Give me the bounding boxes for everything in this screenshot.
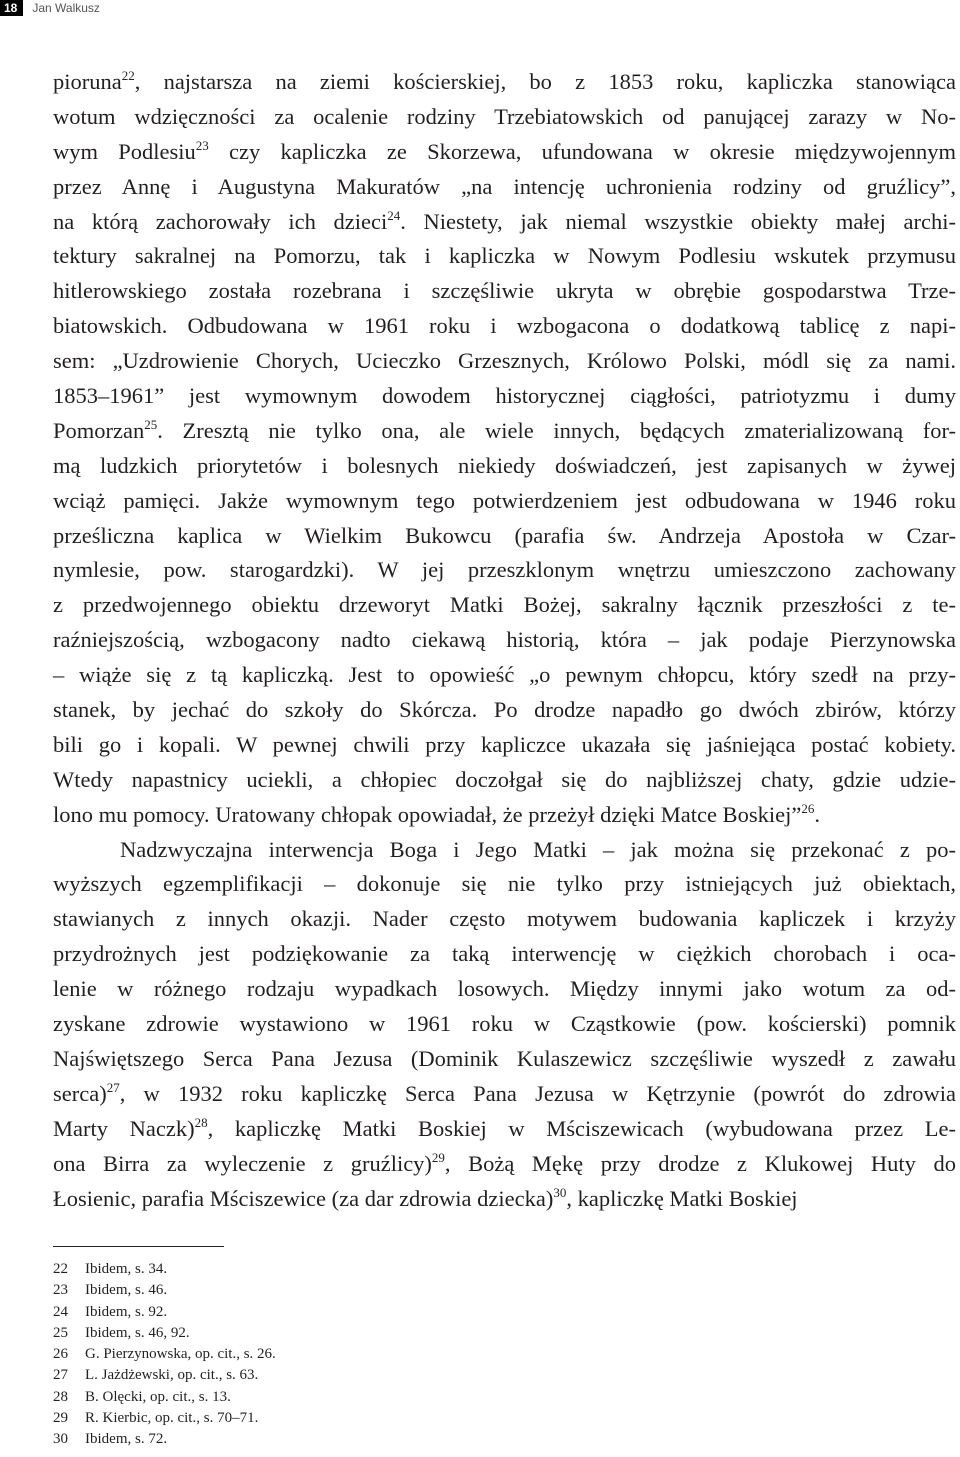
text-line	[53, 658, 956, 693]
text-line	[53, 588, 956, 623]
text-run: , kapliczkę Matki Boskiej	[566, 1185, 798, 1211]
footnote-marker[interactable]: 22	[121, 68, 135, 83]
text-line	[53, 205, 956, 240]
text-run: hitlerowskiego została rozebrana i szczęśliwie ukryta w obrębie gospodarstwa Trze-	[53, 278, 956, 304]
footnote-marker[interactable]: 23	[195, 137, 209, 153]
footnote-number: 22	[53, 1261, 68, 1277]
text-line	[53, 1007, 956, 1042]
text-line	[53, 449, 956, 484]
running-header	[0, 0, 100, 16]
text-run: czy kapliczka ze Skorzewa, ufundowana w okresie międzywojennym	[208, 138, 956, 164]
text-line	[53, 344, 956, 379]
text-line	[53, 1182, 956, 1217]
footnote-item	[53, 1387, 276, 1408]
text-line	[53, 135, 956, 170]
text-run: Łosienic, parafia Mściszewice (za dar zdrowia dziecka)	[53, 1185, 554, 1211]
text-run: Pomorzan	[53, 417, 145, 443]
text-line	[53, 693, 956, 728]
body-text	[53, 65, 956, 1216]
page-number: 18	[0, 0, 23, 16]
text-line	[53, 274, 956, 309]
text-line	[53, 484, 956, 519]
text-run: . Niestety, jak niemal wszystkie obiekty małej archi-	[400, 208, 957, 234]
footnote-number: 25	[53, 1324, 68, 1341]
footnote-number: 23	[53, 1282, 68, 1299]
text-line	[53, 1112, 956, 1147]
footnote-number: 30	[53, 1431, 68, 1448]
text-run: sem: „Uzdrowienie Chorych, Ucieczko Grzesznych, Królowo Polski, módl się za nami.	[53, 348, 956, 374]
text-run: ona Birra za wyleczenie z gruźlicy)	[53, 1150, 432, 1176]
footnote-text: Ibidem, s. 92.	[85, 1303, 168, 1320]
footnote-number: 26	[53, 1346, 68, 1363]
footnote-number: 24	[53, 1303, 68, 1320]
text-run: tektury sakralnej na Pomorzu, tak i kapliczka w Nowym Podlesiu wskutek przymusu	[53, 243, 956, 269]
text-line	[53, 798, 956, 833]
footnote-text: Ibidem, s. 34.	[85, 1261, 168, 1277]
text-run: przydrożnych jest podziękowanie za taką interwencję w ciężkich chorobach i oca-	[53, 941, 956, 967]
text-line	[53, 763, 956, 798]
text-line	[53, 867, 956, 902]
text-line	[53, 379, 956, 414]
text-line	[53, 972, 956, 1007]
footnote-number: 29	[53, 1410, 68, 1427]
footnote-item	[53, 1344, 276, 1365]
text-run: . Zresztą nie tylko ona, ale wiele innych, będących zmaterializowaną for-	[157, 417, 956, 443]
text-run: pioruna	[53, 69, 122, 94]
footnote-text: L. Jażdżewski, op. cit., s. 63.	[85, 1367, 259, 1384]
text-run: serca)	[53, 1080, 107, 1106]
text-run: wciąż pamięci. Jakże wymownym tego potwierdzeniem jest odbudowana w 1946 roku	[53, 487, 956, 513]
text-run: Wtedy napastnicy uciekli, a chłopiec doczołgał się do najbliższej chaty, gdzie udzie-	[53, 766, 956, 792]
footnote-item	[53, 1259, 276, 1280]
footnote-item	[53, 1280, 276, 1301]
footnote-marker[interactable]: 29	[431, 1149, 445, 1165]
text-run: wotum wdzięczności za ocalenie rodziny Trzebiatowskich od panującej zarazy w No-	[53, 103, 956, 129]
footnote-marker[interactable]: 24	[387, 207, 401, 223]
footnote-item	[53, 1365, 276, 1386]
footnote-text: Ibidem, s. 46, 92.	[85, 1324, 190, 1341]
footnote-separator	[53, 1246, 224, 1247]
text-line	[53, 100, 956, 135]
footnote-marker[interactable]: 25	[144, 416, 158, 432]
text-run: – wiąże się z tą kapliczką. Jest to opowieść „o pewnym chłopcu, który szedł na przy-	[53, 662, 956, 688]
footnote-item	[53, 1323, 276, 1344]
footnote-number: 28	[53, 1388, 68, 1405]
text-line	[53, 553, 956, 588]
footnote-item	[53, 1302, 276, 1323]
text-line	[53, 728, 956, 763]
text-run: biatowskich. Odbudowana w 1961 roku i wzbogacona o dodatkową tablicę z napi-	[53, 313, 956, 339]
text-run: wyższych egzemplifikacji – dokonuje się nie tylko przy istniejących już obiektach,	[53, 871, 956, 897]
text-run: , kapliczkę Matki Boskiej w Mściszewicach (wybudowana przez Le-	[207, 1115, 956, 1141]
text-line	[53, 1147, 956, 1182]
text-line	[53, 309, 956, 344]
footnote-text: B. Olęcki, op. cit., s. 13.	[85, 1388, 231, 1405]
footnote-text: Ibidem, s. 46.	[85, 1282, 168, 1299]
text-run: przez Annę i Augustyna Makuratów „na intencję uchronienia rodziny od gruźlicy”,	[53, 173, 956, 199]
footnote-text: R. Kierbic, op. cit., s. 70–71.	[85, 1410, 259, 1427]
footnote-text: G. Pierzynowska, op. cit., s. 26.	[85, 1346, 276, 1363]
text-line	[53, 1042, 956, 1077]
text-run: Najświętszego Serca Pana Jezusa (Dominik Kulaszewicz szczęśliwie wyszedł z zawału	[53, 1045, 956, 1071]
footnote-marker[interactable]: 28	[194, 1114, 208, 1130]
text-line	[53, 65, 956, 100]
text-run: mą ludzkich priorytetów i bolesnych niekiedy doświadczeń, jest zapisanych w żywej	[53, 452, 956, 478]
text-run: 1853–1961” jest wymownym dowodem historycznej ciągłości, patriotyzmu i dumy	[53, 383, 956, 409]
text-line	[53, 937, 956, 972]
footnote-item	[53, 1408, 276, 1429]
text-run: Nadzwyczajna interwencja Boga i Jego Matki – jak można się przekonać z po-	[120, 836, 956, 862]
footnote-text: Ibidem, s. 72.	[85, 1431, 168, 1448]
text-run: .	[814, 801, 820, 827]
text-run: stawianych z innych okazji. Nader często motywem budowania kapliczek i krzyży	[53, 906, 956, 932]
text-run: prześliczna kaplica w Wielkim Bukowcu (parafia św. Andrzeja Apostoła w Czar-	[53, 522, 956, 548]
text-line	[53, 623, 956, 658]
text-line	[53, 414, 956, 449]
text-run: z przedwojennego obiektu drzeworyt Matki Bożej, sakralny łącznik przeszłości z te-	[53, 592, 956, 618]
text-run: raźniejszością, wzbogacony nadto ciekawą historią, która – jak podaje Pierzynowska	[53, 627, 956, 653]
text-line	[53, 1077, 956, 1112]
text-run: , w 1932 roku kapliczkę Serca Pana Jezusa w Kętrzynie (powrót do zdrowia	[119, 1080, 956, 1106]
text-run: wym Podlesiu	[53, 138, 196, 164]
text-run: zyskane zdrowie wystawiono w 1961 roku w Cząstkowie (pow. kościerski) pomnik	[53, 1011, 956, 1037]
text-line	[53, 170, 956, 205]
footnotes	[53, 1259, 276, 1451]
text-run: lenie w różnego rodzaju wypadkach losowych. Między innymi jako wotum za od-	[53, 976, 956, 1002]
text-run: stanek, by jechać do szkoły do Skórcza. Po drodze napadło go dwóch zbirów, którzy	[53, 697, 956, 723]
text-run: nymlesie, pow. starogardzki). W jej przeszklonym wnętrzu umieszczono zachowany	[53, 557, 956, 583]
text-run: , Bożą Mękę przy drodze z Klukowej Huty do	[444, 1150, 956, 1176]
footnote-item	[53, 1429, 276, 1450]
footnote-marker[interactable]: 27	[106, 1079, 120, 1095]
text-run: lono mu pomocy. Uratowany chłopak opowiadał, że przeżył dzięki Matce Boskiej”	[53, 801, 802, 827]
text-run: bili go i kopali. W pewnej chwili przy kapliczce ukazała się jaśniejąca postać kobiety.	[53, 731, 956, 757]
footnote-marker[interactable]: 30	[553, 1184, 567, 1200]
text-line	[53, 239, 956, 274]
footnote-marker[interactable]: 26	[801, 800, 815, 816]
running-head-author: Jan Walkusz	[32, 1, 100, 15]
text-run: , najstarsza na ziemi kościerskiej, bo z 1853 roku, kapliczka stanowiąca	[134, 69, 956, 94]
text-line	[53, 519, 956, 554]
footnote-number: 27	[53, 1367, 68, 1384]
text-run: na którą zachorowały ich dzieci	[53, 208, 388, 234]
text-line	[53, 902, 956, 937]
text-run: Marty Naczk)	[53, 1115, 195, 1141]
text-line	[53, 833, 956, 868]
